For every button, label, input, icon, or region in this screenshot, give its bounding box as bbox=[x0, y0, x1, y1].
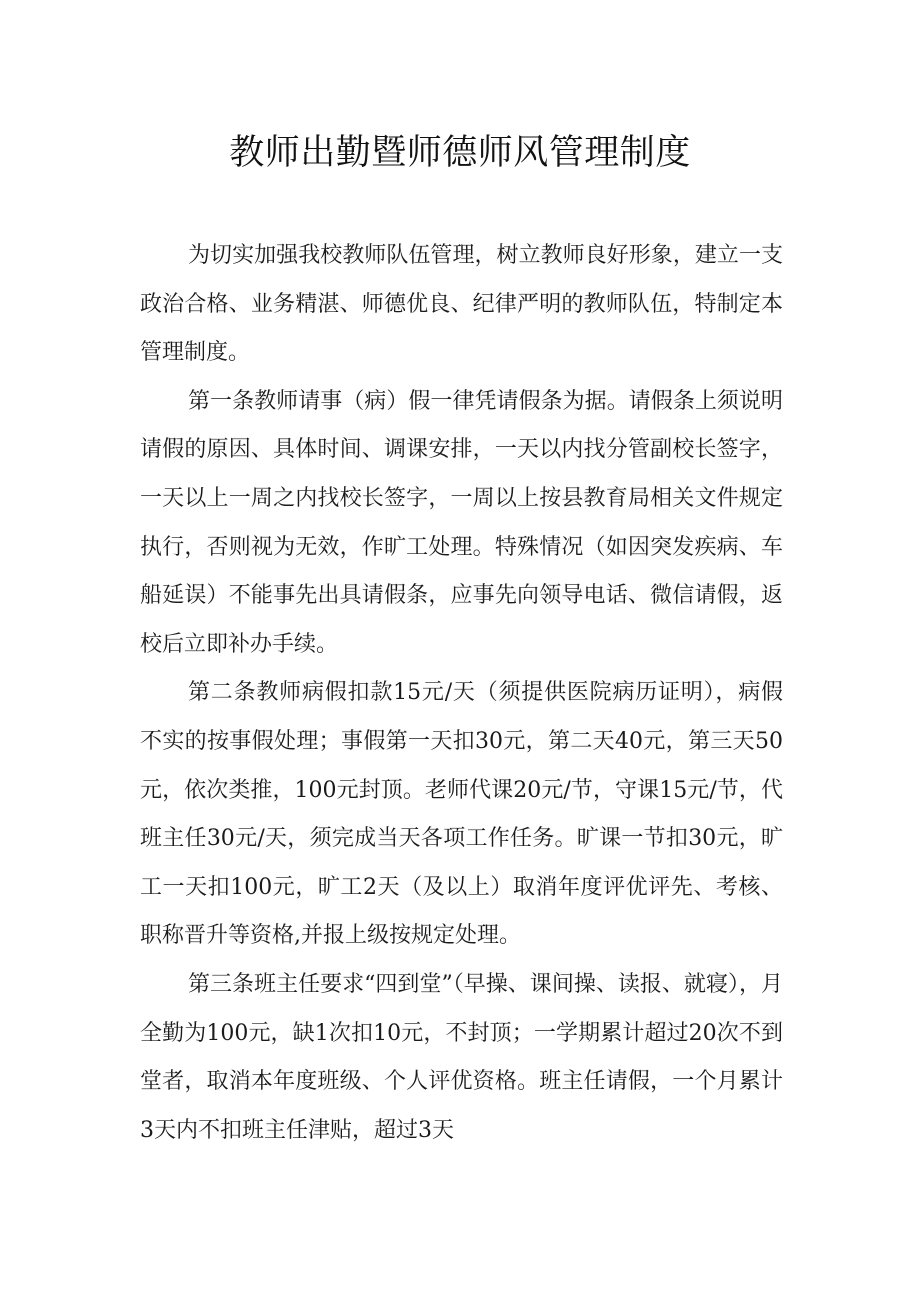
paragraph-intro: 为切实加强我校教师队伍管理，树立教师良好形象，建立一支政治合格、业务精湛、师德优良、纪律严明的教师队伍，特制定本管理制度。 bbox=[140, 243, 783, 366]
paragraph-article-2: 第二条教师病假扣款15元/天（须提供医院病历证明），病假不实的按事假处理；事假第一天扣30元，第二天40元，第三天50元，依次类推，100元封顶。老师代课20元/节，守课15元/节，代班主任30元/天，须完成当天各项工作任务。旷课一节扣30元，旷工一天扣100元，旷工2天（及以上）取消年度评优评先、考核、职称晋升等资格,并报上级按规定处理。 bbox=[140, 680, 783, 949]
paragraph-article-3: 第三条班主任要求“四到堂”（早操、课间操、读报、就寝），月全勤为100元，缺1次扣10元，不封顶；一学期累计超过20次不到堂者，取消本年度班级、个人评优资格。班主任请假，一个月累计3天内不扣班主任津贴，超过3天 bbox=[140, 971, 783, 1143]
document-title: 教师出勤暨师德师风管理制度 bbox=[229, 133, 691, 173]
document-body bbox=[140, 232, 783, 1155]
paragraph-article-1: 第一条教师请事（病）假一律凭请假条为据。请假条上须说明请假的原因、具体时间、调课安排，一天以内找分管副校长签字，一天以上一周之内找校长签字，一周以上按县教育局相关文件规定执行，否则视为无效，作旷工处理。特殊情况（如因突发疾病、车船延误）不能事先出具请假条，应事先向领导电话、微信请假，返校后立即补办手续。 bbox=[140, 388, 783, 657]
